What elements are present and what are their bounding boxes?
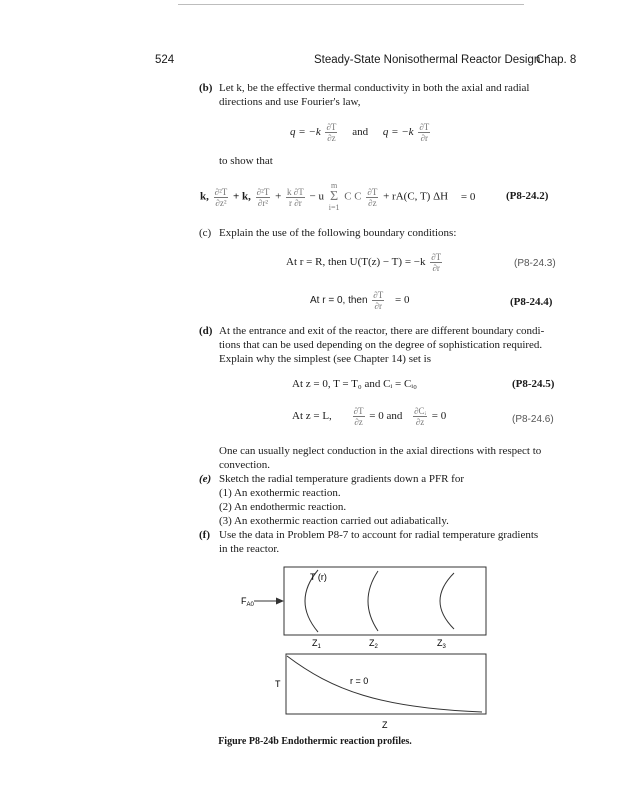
part-b-line1: Let k, be the effective thermal conductivity in both the axial and radial xyxy=(219,82,530,94)
part-e-text: Sketch the radial temperature gradients down a PFR for xyxy=(219,473,464,485)
inlet-label: $F_{A0}$ xyxy=(241,596,254,608)
station-z2: $Z_2$ xyxy=(369,638,378,650)
eq-cc: C C xyxy=(344,190,362,203)
eq-k2: + k, xyxy=(233,190,251,203)
bc2-text: At r = 0, then xyxy=(310,295,368,307)
d2T-dz2-fraction: $\frac{\text{∂²T}}{\text{∂z²}}$ xyxy=(214,186,228,208)
profile-z3 xyxy=(440,573,454,629)
eq-k1: k, xyxy=(200,190,209,203)
eq-number-24-3: (P8-24.3) xyxy=(514,258,556,269)
eq-minus-u: − u xyxy=(309,190,324,203)
part-d-line2: tions that can be used depending on the degree of sophistication required. xyxy=(219,339,543,351)
part-d-note2: convection. xyxy=(219,459,271,471)
inlet-arrow-head xyxy=(276,598,284,605)
eq-number-24-4: (P8-24.4) xyxy=(510,296,553,308)
part-c-text: Explain the use of the following boundary conditions: xyxy=(219,227,457,239)
part-e-label: (e) xyxy=(199,473,212,485)
bc4-mid: = 0 and xyxy=(369,410,403,423)
part-d-note1: One can usually neglect conduction in the axial directions with respect to xyxy=(219,445,542,457)
eq-plus: + xyxy=(275,190,282,203)
fourier-rhs: q = −k xyxy=(382,126,414,139)
part-f-label: (f) xyxy=(199,529,210,541)
part-d-label: (d) xyxy=(199,325,213,337)
eq-number-24-6: (P8-24.6) xyxy=(512,414,554,425)
boundary-condition-4 xyxy=(292,406,446,427)
part-e-item-1: (1) An exothermic reaction. xyxy=(219,487,341,499)
show-that-text: to show that xyxy=(219,155,273,167)
bc4-fraction-1: $\frac{\partial T}{\partial z}$ xyxy=(353,406,364,427)
eq-rate-args: A(C, T) ΔH xyxy=(395,190,449,203)
summation-symbol: m Σ i=1 xyxy=(328,181,340,212)
sum-bottom: i=1 xyxy=(328,203,340,212)
running-head: Steady-State Nonisothermal Reactor Design xyxy=(314,54,541,66)
figure-caption: Figure P8-24b Endothermic reaction profiles. xyxy=(218,736,412,747)
d2T-dr2-fraction: $\frac{\text{∂²T}}{\text{∂r²}}$ xyxy=(256,186,270,208)
part-d-line3: Explain why the simplest (see Chapter 14) set is xyxy=(219,353,432,365)
energy-balance-equation xyxy=(200,182,475,212)
dT-dz-fraction: $\frac{\partial T}{\partial z}$ xyxy=(326,122,337,143)
boundary-condition-2 xyxy=(310,290,409,311)
dT-dr-fraction: $\frac{\partial T}{\partial r}$ xyxy=(419,122,430,143)
part-e-item-2: (2) An endothermic reaction. xyxy=(219,501,347,513)
k-r-fraction: $\frac{k \partial T}{r \partial r}$ xyxy=(287,186,304,208)
bc4-end: = 0 xyxy=(431,410,447,423)
station-z3: $Z_3$ xyxy=(437,638,446,650)
fourier-and: and xyxy=(352,126,369,139)
profile-z2 xyxy=(368,571,378,631)
page-number: 524 xyxy=(155,54,175,66)
chapter-label: Chap. 8 xyxy=(536,54,577,66)
part-b-line2: directions and use Fourier's law, xyxy=(219,96,361,108)
plot-frame xyxy=(286,654,486,714)
eq-equals-zero: = 0 xyxy=(460,190,476,203)
bc4-fraction-2: $\frac{\text{∂Cᵢ}}{\partial z}$ xyxy=(414,406,427,427)
part-c-label: (c) xyxy=(199,227,212,239)
plot-y-label: T xyxy=(275,679,281,689)
eq-rate: + r xyxy=(383,190,396,203)
top-rule xyxy=(178,4,524,5)
station-z1: $Z_1$ xyxy=(312,638,321,650)
boundary-condition-1 xyxy=(286,252,444,273)
plot-x-label: Z xyxy=(382,720,388,730)
bc4-text: At z = L, xyxy=(292,410,332,423)
profile-label: T (r) xyxy=(310,572,327,582)
temperature-plot xyxy=(270,650,506,730)
bc1-fraction: $\frac{\partial T}{\partial r}$ xyxy=(431,252,442,273)
eq-number-24-5: (P8-24.5) xyxy=(512,378,555,390)
sum-top: m xyxy=(330,181,338,190)
reactor-profile-sketch xyxy=(228,560,500,652)
part-b-label: (b) xyxy=(199,82,213,94)
curve-label: r = 0 xyxy=(350,676,369,686)
dT-dz-fraction-2: $\frac{\partial T}{\partial z}$ xyxy=(367,186,378,208)
part-f-line1: Use the data in Problem P8-7 to account for radial temperature gradients xyxy=(219,529,539,541)
fourier-lhs: q = −k xyxy=(290,126,321,139)
part-f-line2: in the reactor. xyxy=(219,543,280,555)
bc1-text: At r = R, then U(T(z) − T) = −k xyxy=(286,256,426,269)
bc2-fraction: $\frac{\partial T}{\partial r}$ xyxy=(373,290,384,311)
part-e-item-3: (3) An exothermic reaction carried out adiabatically. xyxy=(219,515,449,527)
eq-number-24-2: (P8-24.2) xyxy=(506,190,549,202)
temperature-curve xyxy=(287,656,482,712)
bc2-end: = 0 xyxy=(395,294,410,307)
part-d-line1: At the entrance and exit of the reactor, there are different boundary condi- xyxy=(219,325,545,337)
boundary-condition-3: At z = 0, T = T₀ and Cᵢ = Cᵢ₀ xyxy=(292,378,417,390)
fourier-equation xyxy=(290,122,432,143)
